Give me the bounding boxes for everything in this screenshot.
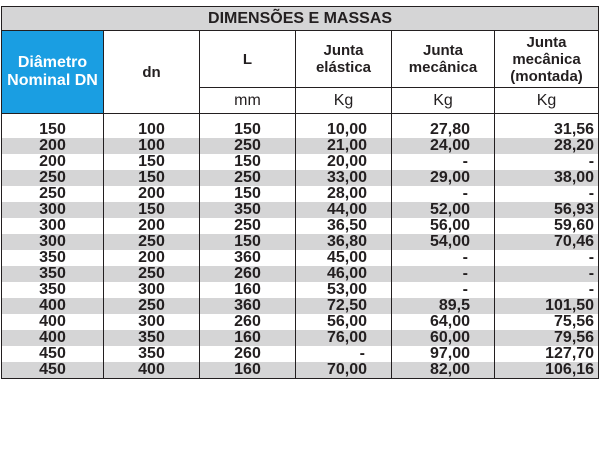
cell-dn-nominal: 300 bbox=[2, 202, 104, 218]
cell-l: 350 bbox=[200, 202, 296, 218]
header-dn: dn bbox=[104, 31, 200, 114]
cell-dn: 250 bbox=[104, 298, 200, 314]
cell-junta-mecanica: 24,00 bbox=[392, 138, 495, 154]
table-title: DIMENSÕES E MASSAS bbox=[2, 7, 599, 31]
cell-junta-elastica: 36,80 bbox=[296, 234, 392, 250]
cell-l: 160 bbox=[200, 282, 296, 298]
cell-dn: 200 bbox=[104, 186, 200, 202]
cell-l: 360 bbox=[200, 250, 296, 266]
cell-junta-elastica: 46,00 bbox=[296, 266, 392, 282]
cell-junta-mecanica-montada: - bbox=[495, 282, 599, 298]
cell-junta-mecanica-montada: 70,46 bbox=[495, 234, 599, 250]
cell-dn-nominal: 250 bbox=[2, 186, 104, 202]
header-junta-elastica: Junta elástica bbox=[296, 31, 392, 88]
table-row bbox=[2, 234, 599, 250]
table-row bbox=[2, 298, 599, 314]
unit-l: mm bbox=[200, 88, 296, 114]
cell-dn: 200 bbox=[104, 218, 200, 234]
cell-l: 360 bbox=[200, 298, 296, 314]
cell-l: 260 bbox=[200, 346, 296, 362]
cell-junta-mecanica: 52,00 bbox=[392, 202, 495, 218]
cell-dn: 350 bbox=[104, 330, 200, 346]
cell-l: 150 bbox=[200, 186, 296, 202]
cell-junta-mecanica: 89,5 bbox=[392, 298, 495, 314]
cell-dn: 150 bbox=[104, 154, 200, 170]
cell-junta-elastica: - bbox=[296, 346, 392, 362]
cell-junta-mecanica: 56,00 bbox=[392, 218, 495, 234]
cell-dn: 400 bbox=[104, 362, 200, 379]
cell-junta-mecanica: 97,00 bbox=[392, 346, 495, 362]
cell-dn-nominal: 350 bbox=[2, 250, 104, 266]
header-l: L bbox=[200, 31, 296, 88]
table-row bbox=[2, 170, 599, 186]
dimensions-table bbox=[1, 6, 599, 379]
cell-junta-mecanica: 29,00 bbox=[392, 170, 495, 186]
cell-l: 150 bbox=[200, 154, 296, 170]
cell-junta-elastica: 28,00 bbox=[296, 186, 392, 202]
unit-junta-mecanica: Kg bbox=[392, 88, 495, 114]
cell-dn: 300 bbox=[104, 282, 200, 298]
cell-junta-mecanica-montada: - bbox=[495, 186, 599, 202]
cell-junta-mecanica-montada: 38,00 bbox=[495, 170, 599, 186]
cell-dn: 150 bbox=[104, 202, 200, 218]
table-row bbox=[2, 114, 599, 139]
cell-junta-elastica: 36,50 bbox=[296, 218, 392, 234]
cell-dn: 200 bbox=[104, 250, 200, 266]
cell-dn-nominal: 250 bbox=[2, 170, 104, 186]
table-row bbox=[2, 250, 599, 266]
cell-l: 160 bbox=[200, 362, 296, 379]
cell-l: 250 bbox=[200, 218, 296, 234]
cell-junta-mecanica: 82,00 bbox=[392, 362, 495, 379]
cell-junta-mecanica-montada: - bbox=[495, 154, 599, 170]
cell-dn-nominal: 150 bbox=[2, 114, 104, 139]
cell-junta-mecanica-montada: 127,70 bbox=[495, 346, 599, 362]
cell-junta-mecanica: 27,80 bbox=[392, 114, 495, 139]
table-row bbox=[2, 138, 599, 154]
cell-junta-elastica: 20,00 bbox=[296, 154, 392, 170]
table-body bbox=[2, 114, 599, 379]
unit-junta-mecanica-montada: Kg bbox=[495, 88, 599, 114]
cell-dn-nominal: 200 bbox=[2, 154, 104, 170]
cell-junta-mecanica: - bbox=[392, 154, 495, 170]
cell-dn: 150 bbox=[104, 170, 200, 186]
cell-junta-elastica: 53,00 bbox=[296, 282, 392, 298]
cell-junta-mecanica-montada: 106,16 bbox=[495, 362, 599, 379]
cell-junta-mecanica-montada: - bbox=[495, 250, 599, 266]
cell-l: 150 bbox=[200, 114, 296, 139]
table-row bbox=[2, 202, 599, 218]
cell-junta-elastica: 70,00 bbox=[296, 362, 392, 379]
cell-dn-nominal: 450 bbox=[2, 362, 104, 379]
cell-junta-elastica: 56,00 bbox=[296, 314, 392, 330]
unit-junta-elastica: Kg bbox=[296, 88, 392, 114]
cell-junta-mecanica-montada: 79,56 bbox=[495, 330, 599, 346]
cell-junta-mecanica: - bbox=[392, 282, 495, 298]
cell-dn-nominal: 450 bbox=[2, 346, 104, 362]
cell-junta-elastica: 21,00 bbox=[296, 138, 392, 154]
cell-junta-mecanica-montada: 59,60 bbox=[495, 218, 599, 234]
cell-dn-nominal: 400 bbox=[2, 314, 104, 330]
cell-junta-mecanica: - bbox=[392, 186, 495, 202]
table-row bbox=[2, 218, 599, 234]
cell-junta-elastica: 33,00 bbox=[296, 170, 392, 186]
cell-l: 250 bbox=[200, 138, 296, 154]
table-row bbox=[2, 186, 599, 202]
cell-dn: 300 bbox=[104, 314, 200, 330]
cell-dn: 250 bbox=[104, 234, 200, 250]
table-row bbox=[2, 154, 599, 170]
table-row bbox=[2, 362, 599, 379]
table-row bbox=[2, 346, 599, 362]
cell-dn-nominal: 200 bbox=[2, 138, 104, 154]
cell-junta-mecanica: 60,00 bbox=[392, 330, 495, 346]
cell-junta-elastica: 72,50 bbox=[296, 298, 392, 314]
cell-junta-mecanica-montada: 75,56 bbox=[495, 314, 599, 330]
cell-dn-nominal: 400 bbox=[2, 330, 104, 346]
header-junta-mecanica: Junta mecânica bbox=[392, 31, 495, 88]
cell-dn-nominal: 350 bbox=[2, 282, 104, 298]
cell-junta-mecanica-montada: 31,56 bbox=[495, 114, 599, 139]
cell-l: 150 bbox=[200, 234, 296, 250]
cell-l: 260 bbox=[200, 314, 296, 330]
cell-junta-mecanica-montada: - bbox=[495, 266, 599, 282]
cell-dn-nominal: 300 bbox=[2, 234, 104, 250]
table-row bbox=[2, 282, 599, 298]
cell-dn: 350 bbox=[104, 346, 200, 362]
header-junta-mecanica-montada: Junta mecânica (montada) bbox=[495, 31, 599, 88]
cell-junta-mecanica-montada: 101,50 bbox=[495, 298, 599, 314]
cell-dn-nominal: 400 bbox=[2, 298, 104, 314]
header-dn-nominal: Diâmetro Nominal DN bbox=[2, 31, 104, 114]
table-row bbox=[2, 314, 599, 330]
cell-dn: 100 bbox=[104, 138, 200, 154]
cell-junta-mecanica-montada: 28,20 bbox=[495, 138, 599, 154]
cell-junta-elastica: 76,00 bbox=[296, 330, 392, 346]
cell-dn: 250 bbox=[104, 266, 200, 282]
cell-junta-mecanica: 54,00 bbox=[392, 234, 495, 250]
cell-junta-mecanica: 64,00 bbox=[392, 314, 495, 330]
table-row bbox=[2, 330, 599, 346]
table-row bbox=[2, 266, 599, 282]
cell-l: 250 bbox=[200, 170, 296, 186]
cell-junta-elastica: 45,00 bbox=[296, 250, 392, 266]
cell-dn: 100 bbox=[104, 114, 200, 139]
cell-junta-mecanica: - bbox=[392, 266, 495, 282]
cell-junta-mecanica-montada: 56,93 bbox=[495, 202, 599, 218]
cell-junta-elastica: 10,00 bbox=[296, 114, 392, 139]
cell-l: 260 bbox=[200, 266, 296, 282]
cell-dn-nominal: 350 bbox=[2, 266, 104, 282]
cell-l: 160 bbox=[200, 330, 296, 346]
cell-dn-nominal: 300 bbox=[2, 218, 104, 234]
cell-junta-elastica: 44,00 bbox=[296, 202, 392, 218]
cell-junta-mecanica: - bbox=[392, 250, 495, 266]
